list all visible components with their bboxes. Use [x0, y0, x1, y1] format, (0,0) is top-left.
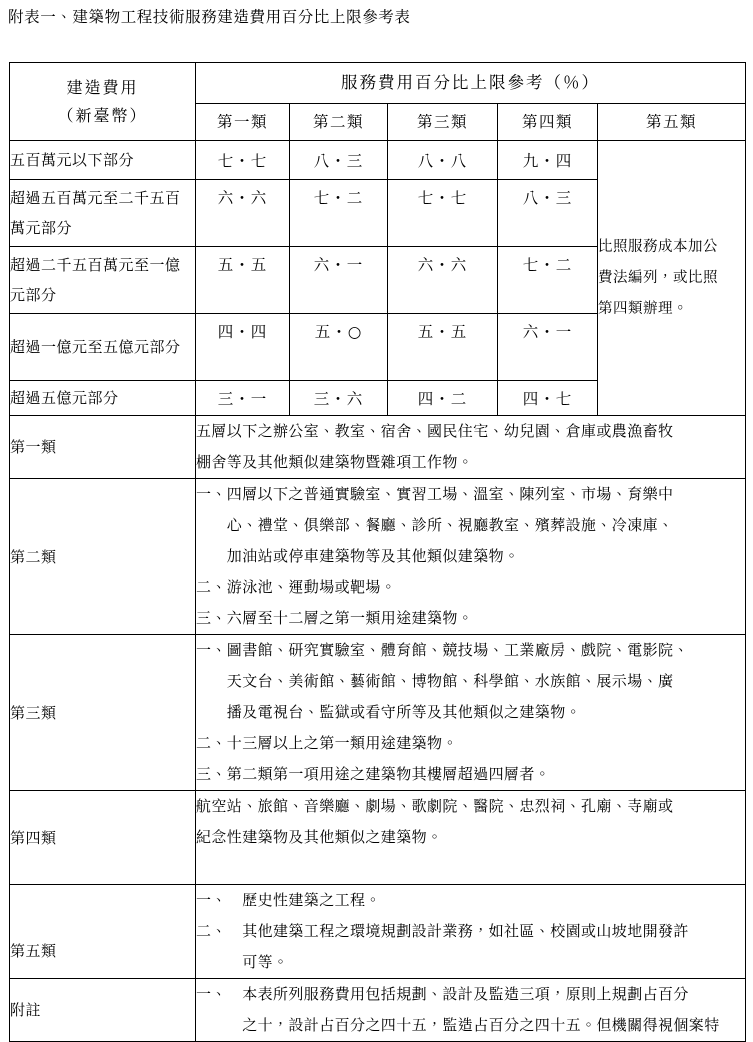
definition-line: 二、游泳池、運動場或靶場。 [196, 578, 397, 596]
header-class-1: 第一類 [196, 104, 290, 141]
rate-value-4-3: 五・五 [388, 314, 498, 381]
definition-line: 二、十三層以上之第一類用途建築物。 [196, 734, 458, 752]
rate-row-label-2: 超過五百萬元至二千五百萬元部分 [10, 180, 196, 247]
header-service-group: 服務費用百分比上限參考（％） [196, 63, 746, 104]
definition-label-class5: 第五類 [10, 885, 196, 979]
definition-line: 加油站或停車建築物等及其他類似建築物。 [196, 547, 520, 565]
fee-rate-table [9, 62, 746, 1042]
definition-label-class1: 第一類 [10, 416, 196, 479]
rate-value-1-2: 八・三 [290, 141, 388, 180]
definition-line: 天文台、美術館、藝術館、博物館、科學館、水族館、展示場、廣 [196, 672, 674, 690]
class5-note-line-2: 費法編列，或比照 [598, 269, 718, 286]
page-title: 附表一、建築物工程技術服務建造費用百分比上限參考表 [8, 8, 411, 26]
header-class-2: 第二類 [290, 104, 388, 141]
class5-note-line-1: 比照服務成本加公 [598, 238, 718, 255]
rate-row-label-4: 超過一億元至五億元部分 [10, 314, 196, 381]
rate-value-2-1: 六・六 [196, 180, 290, 247]
rate-value-4-4: 六・一 [498, 314, 598, 381]
table-row [10, 416, 746, 479]
rate-value-3-3: 六・六 [388, 247, 498, 314]
definition-line: 一、四層以下之普通實驗室、實習工場、溫室、陳列室、市場、育樂中 [196, 485, 674, 503]
header-cost-line2: （新臺幣） [57, 105, 148, 125]
definition-body-class4 [196, 791, 746, 885]
definition-body-class2 [196, 479, 746, 635]
definition-spacer [196, 853, 745, 884]
rate-value-3-2: 六・一 [290, 247, 388, 314]
rate-value-3-1: 五・五 [196, 247, 290, 314]
definition-line: 可等。 [196, 953, 289, 971]
class5-note-line-3: 第四類辦理。 [598, 300, 688, 317]
table-row [10, 479, 746, 635]
rate-value-4-1: 四・四 [196, 314, 290, 381]
header-cost-line1: 建造費用 [66, 77, 139, 97]
definition-body-class1 [196, 416, 746, 479]
definition-body-class5 [196, 885, 746, 979]
table-row [10, 635, 746, 791]
definition-line: 三、六層至十二層之第一類用途建築物。 [196, 609, 474, 627]
definition-label-class3: 第三類 [10, 635, 196, 791]
definition-label-class4: 第四類 [10, 791, 196, 885]
definition-line: 一、圖書館、研究實驗室、體育館、競技場、工業廠房、戲院、電影院、 [196, 641, 689, 659]
definition-line: 棚舍等及其他類似建築物暨雜項工作物。 [196, 453, 474, 471]
header-cost-column [10, 63, 196, 141]
rate-value-5-1: 三・一 [196, 381, 290, 416]
definition-body-notes [196, 979, 746, 1042]
table-row [10, 885, 746, 979]
class5-note-cell [598, 141, 746, 416]
rate-value-3-4: 七・二 [498, 247, 598, 314]
definition-line: 一、 歷史性建築之工程。 [196, 891, 381, 909]
rate-value-2-4: 八・三 [498, 180, 598, 247]
rate-row-label-3: 超過二千五百萬元至一億元部分 [10, 247, 196, 314]
definition-line: 航空站、旅館、音樂廳、劇場、歌劇院、醫院、忠烈祠、孔廟、寺廟或 [196, 797, 674, 815]
definition-line: 紀念性建築物及其他類似之建築物。 [196, 828, 443, 846]
rate-value-2-2: 七・二 [290, 180, 388, 247]
rate-row-label-5: 超過五億元部分 [10, 381, 196, 416]
rate-value-1-1: 七・七 [196, 141, 290, 180]
rate-value-5-3: 四・二 [388, 381, 498, 416]
table-row [10, 141, 746, 180]
header-class-3: 第三類 [388, 104, 498, 141]
definition-label-notes: 附註 [10, 979, 196, 1042]
definition-line: 五層以下之辦公室、教室、宿舍、國民住宅、幼兒園、倉庫或農漁畜牧 [196, 422, 674, 440]
rate-value-5-4: 四・七 [498, 381, 598, 416]
definition-line: 播及電視台、監獄或看守所等及其他類似之建築物。 [196, 703, 582, 721]
table-row [10, 979, 746, 1042]
rate-value-1-3: 八・八 [388, 141, 498, 180]
header-class-5: 第五類 [598, 104, 746, 141]
note-line: 一、 本表所列服務費用包括規劃、設計及監造三項，原則上規劃占百分 [196, 985, 689, 1003]
header-class-4: 第四類 [498, 104, 598, 141]
table-row [10, 791, 746, 885]
rate-value-4-2: 五・○ [290, 314, 388, 381]
rate-value-1-4: 九・四 [498, 141, 598, 180]
definition-line: 三、第二類第一項用途之建築物其樓層超過四層者。 [196, 765, 551, 783]
definition-line: 心、禮堂、俱樂部、餐廳、診所、視廳教室、殯葬設施、冷凍庫、 [196, 516, 674, 534]
table-header-row-1 [10, 63, 746, 104]
definition-body-class3 [196, 635, 746, 791]
definition-label-class2: 第二類 [10, 479, 196, 635]
note-line: 之十，設計占百分之四十五，監造占百分之四十五。但機關得視個案特 [196, 1016, 720, 1034]
definition-line: 二、 其他建築工程之環境規劃設計業務，如社區、校園或山坡地開發許 [196, 922, 689, 940]
rate-value-5-2: 三・六 [290, 381, 388, 416]
rate-row-label-1: 五百萬元以下部分 [10, 141, 196, 180]
rate-value-2-3: 七・七 [388, 180, 498, 247]
